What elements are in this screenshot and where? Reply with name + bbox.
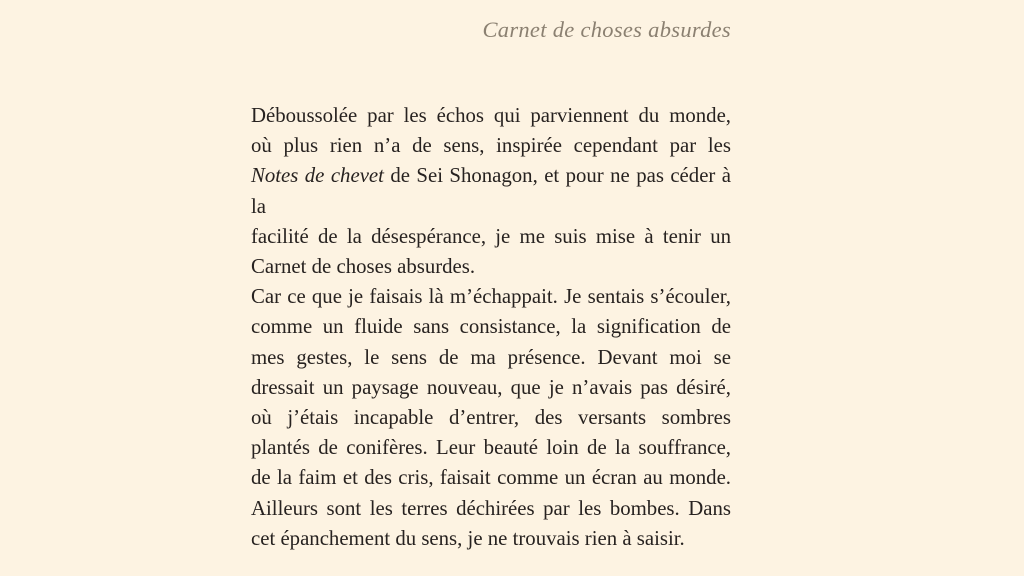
running-header-title: Carnet de choses absurdes [482,17,731,42]
text-line: plantés de conifères. Leur beauté loin de la souffrance, [251,436,731,460]
book-title-italic: Notes de chevet [251,164,384,188]
paragraph [251,101,731,282]
text-line-segment: de Sei Shonagon, et pour ne pas céder à la [251,164,731,218]
text-line: dressait un paysage nouveau, que je n’avais pas désiré, [251,375,731,399]
text-line: de la faim et des cris, faisait comme un écran au monde. [251,466,731,490]
text-line: Ailleurs sont les terres déchirées par les bombes. Dans [251,496,731,520]
text-line: Car ce que je faisais là m’échappait. Je sentais s’écouler, [251,285,731,309]
text-line: mes gestes, le sens de ma présence. Devant moi se [251,345,731,369]
paragraph [251,282,731,554]
text-line [251,161,731,221]
text-line: où j’étais incapable d’entrer, des versants sombres [251,406,731,430]
text-line: Carnet de choses absurdes. [251,255,476,279]
text-line: cet épanchement du sens, je ne trouvais rien à saisir. [251,526,685,550]
text-line: Déboussolée par les échos qui parviennent du monde, [251,104,731,127]
body-text-block [251,101,731,554]
text-line: où plus rien n’a de sens, inspirée cependant par les [251,134,731,158]
text-line: facilité de la désespérance, je me suis mise à tenir un [251,224,731,248]
text-line: comme un fluide sans consistance, la signification de [251,315,731,339]
